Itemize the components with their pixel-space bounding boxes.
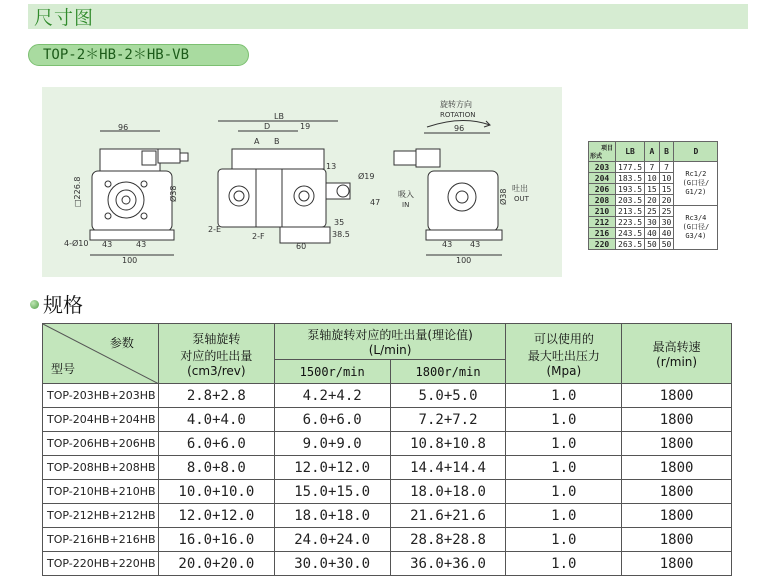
dim-dia-right: Ø38 — [499, 188, 508, 205]
cell-f1500: 15.0+15.0 — [274, 480, 390, 504]
dim-13: 13 — [326, 162, 337, 171]
cell-f1500: 30.0+30.0 — [274, 552, 390, 576]
cell-model: TOP-210HB+210HB — [43, 480, 159, 504]
spec-corner: 参数 型号 — [43, 324, 159, 384]
cell-model: TOP-204HB+204HB — [43, 408, 159, 432]
cell-speed: 1800 — [622, 408, 732, 432]
cell-disp: 4.0+4.0 — [158, 408, 274, 432]
dim-a: A — [254, 137, 260, 146]
dim-col-d: D — [674, 142, 718, 162]
cell-f1800: 28.8+28.8 — [390, 528, 506, 552]
spec-body — [43, 384, 732, 576]
cell-f1500: 12.0+12.0 — [274, 456, 390, 480]
dim-35: 35 — [334, 218, 345, 227]
rotation-label-en: ROTATION — [440, 111, 476, 119]
dim-43-left-a: 43 — [102, 240, 113, 249]
table-row — [43, 432, 732, 456]
dim-square-left: □226.8 — [73, 176, 82, 207]
dim-b: B — [274, 137, 280, 146]
inlet-label-en: IN — [402, 201, 410, 209]
cell-speed: 1800 — [622, 528, 732, 552]
cell-press: 1.0 — [506, 456, 622, 480]
cell-model: TOP-216HB+216HB — [43, 528, 159, 552]
cell-speed: 1800 — [622, 456, 732, 480]
dim-43-right-b: 43 — [470, 240, 481, 249]
section-header-bar — [28, 4, 748, 29]
dim-row: 208 203.5 20 20 — [589, 195, 718, 206]
dim-row: 212 223.5 30 30 — [589, 217, 718, 228]
cell-f1500: 9.0+9.0 — [274, 432, 390, 456]
cell-speed: 1800 — [622, 552, 732, 576]
cell-disp: 10.0+10.0 — [158, 480, 274, 504]
dim-col-a: A — [645, 142, 660, 162]
dim-19: 19 — [300, 122, 311, 131]
table-row — [43, 384, 732, 408]
dim-table-corner: 项目 形式 — [589, 142, 616, 162]
dim-row: 210 213.5 25 25 Rc3/4 (G口径/ G3/4) — [589, 206, 718, 217]
outlet-label-en: OUT — [514, 195, 529, 203]
cell-speed: 1800 — [622, 432, 732, 456]
dim-lb: LB — [274, 112, 284, 121]
dim-col-lb: LB — [616, 142, 645, 162]
table-row — [43, 528, 732, 552]
dim-row: 220 263.5 50 50 — [589, 239, 718, 250]
dim-d: D — [264, 122, 271, 131]
cell-speed: 1800 — [622, 504, 732, 528]
cell-model: TOP-203HB+203HB — [43, 384, 159, 408]
cell-press: 1.0 — [506, 480, 622, 504]
bullet-dot-icon — [30, 300, 39, 309]
col-speed: 最高转速 (r/min) — [622, 324, 732, 384]
cell-model: TOP-206HB+206HB — [43, 432, 159, 456]
dim-47: 47 — [370, 198, 381, 207]
cell-f1500: 18.0+18.0 — [274, 504, 390, 528]
cell-press: 1.0 — [506, 432, 622, 456]
section-title: 尺寸图 — [34, 7, 95, 29]
outlet-label-cn: 吐出 — [512, 184, 528, 193]
dim-row: 203 177.5 7 7 Rc1/2 (G口径/ G1/2) — [589, 162, 718, 173]
dim-60: 60 — [296, 242, 307, 251]
table-row — [43, 504, 732, 528]
model-label: TOP-2＊HB-2＊HB-VB — [28, 44, 249, 66]
col-pressure: 可以使用的 最大吐出压力 (Mpa) — [506, 324, 622, 384]
dim-hole-left: 4-Ø10 — [64, 239, 89, 248]
cell-disp: 2.8+2.8 — [158, 384, 274, 408]
dim-43-left-b: 43 — [136, 240, 147, 249]
dim-96-right: 96 — [454, 124, 465, 133]
cell-f1800: 18.0+18.0 — [390, 480, 506, 504]
cell-disp: 16.0+16.0 — [158, 528, 274, 552]
table-row — [43, 480, 732, 504]
d-group-2: Rc3/4 (G口径/ G3/4) — [674, 206, 718, 250]
cell-f1500: 24.0+24.0 — [274, 528, 390, 552]
dim-row: 216 243.5 40 40 — [589, 228, 718, 239]
cell-press: 1.0 — [506, 504, 622, 528]
d-group-1: Rc1/2 (G口径/ G1/2) — [674, 162, 718, 206]
dim-96-left: 96 — [118, 123, 129, 132]
inlet-label-cn: 吸入 — [398, 190, 414, 199]
right-view — [394, 99, 530, 265]
cell-f1800: 14.4+14.4 — [390, 456, 506, 480]
cell-disp: 8.0+8.0 — [158, 456, 274, 480]
dim-43-right-a: 43 — [442, 240, 453, 249]
cell-f1800: 36.0+36.0 — [390, 552, 506, 576]
cell-model: TOP-212HB+212HB — [43, 504, 159, 528]
cell-press: 1.0 — [506, 384, 622, 408]
rotation-label-cn: 旋转方向 — [440, 100, 472, 109]
cell-speed: 1800 — [622, 384, 732, 408]
cell-press: 1.0 — [506, 528, 622, 552]
cell-f1500: 4.2+4.2 — [274, 384, 390, 408]
left-view — [64, 123, 188, 265]
col-flow-1500: 1500r/min — [274, 360, 390, 384]
dim-100-right: 100 — [456, 256, 472, 265]
dim-row: 204 183.5 10 10 — [589, 173, 718, 184]
center-view — [208, 112, 380, 251]
spec-table — [42, 323, 732, 576]
cell-f1800: 21.6+21.6 — [390, 504, 506, 528]
table-row — [43, 552, 732, 576]
col-flow-1800: 1800r/min — [390, 360, 506, 384]
cell-f1800: 10.8+10.8 — [390, 432, 506, 456]
pump-drawing — [42, 87, 562, 277]
cell-disp: 12.0+12.0 — [158, 504, 274, 528]
cell-f1500: 6.0+6.0 — [274, 408, 390, 432]
dimension-drawing — [42, 87, 562, 277]
col-flow: 泵轴旋转对应的吐出量(理论值) (L/min) — [274, 324, 506, 360]
spec-heading: 规格 — [30, 289, 83, 318]
dim-dia-left: Ø38 — [169, 185, 178, 202]
cell-disp: 6.0+6.0 — [158, 432, 274, 456]
cell-press: 1.0 — [506, 408, 622, 432]
cell-model: TOP-220HB+220HB — [43, 552, 159, 576]
cell-model: TOP-208HB+208HB — [43, 456, 159, 480]
cell-f1800: 5.0+5.0 — [390, 384, 506, 408]
table-row — [43, 456, 732, 480]
dimension-table — [588, 141, 718, 250]
dim-2e: 2-E — [208, 225, 222, 234]
dim-col-b: B — [659, 142, 674, 162]
cell-disp: 20.0+20.0 — [158, 552, 274, 576]
table-row — [43, 408, 732, 432]
col-displacement: 泵轴旋转 对应的吐出量 (cm3/rev) — [158, 324, 274, 384]
cell-press: 1.0 — [506, 552, 622, 576]
dim-dia19: Ø19 — [358, 172, 375, 181]
dim-2f: 2-F — [252, 232, 265, 241]
cell-f1800: 7.2+7.2 — [390, 408, 506, 432]
dim-row: 206 193.5 15 15 — [589, 184, 718, 195]
dim-100-left: 100 — [122, 256, 138, 265]
cell-speed: 1800 — [622, 480, 732, 504]
dim-38-5: 38.5 — [332, 230, 350, 239]
